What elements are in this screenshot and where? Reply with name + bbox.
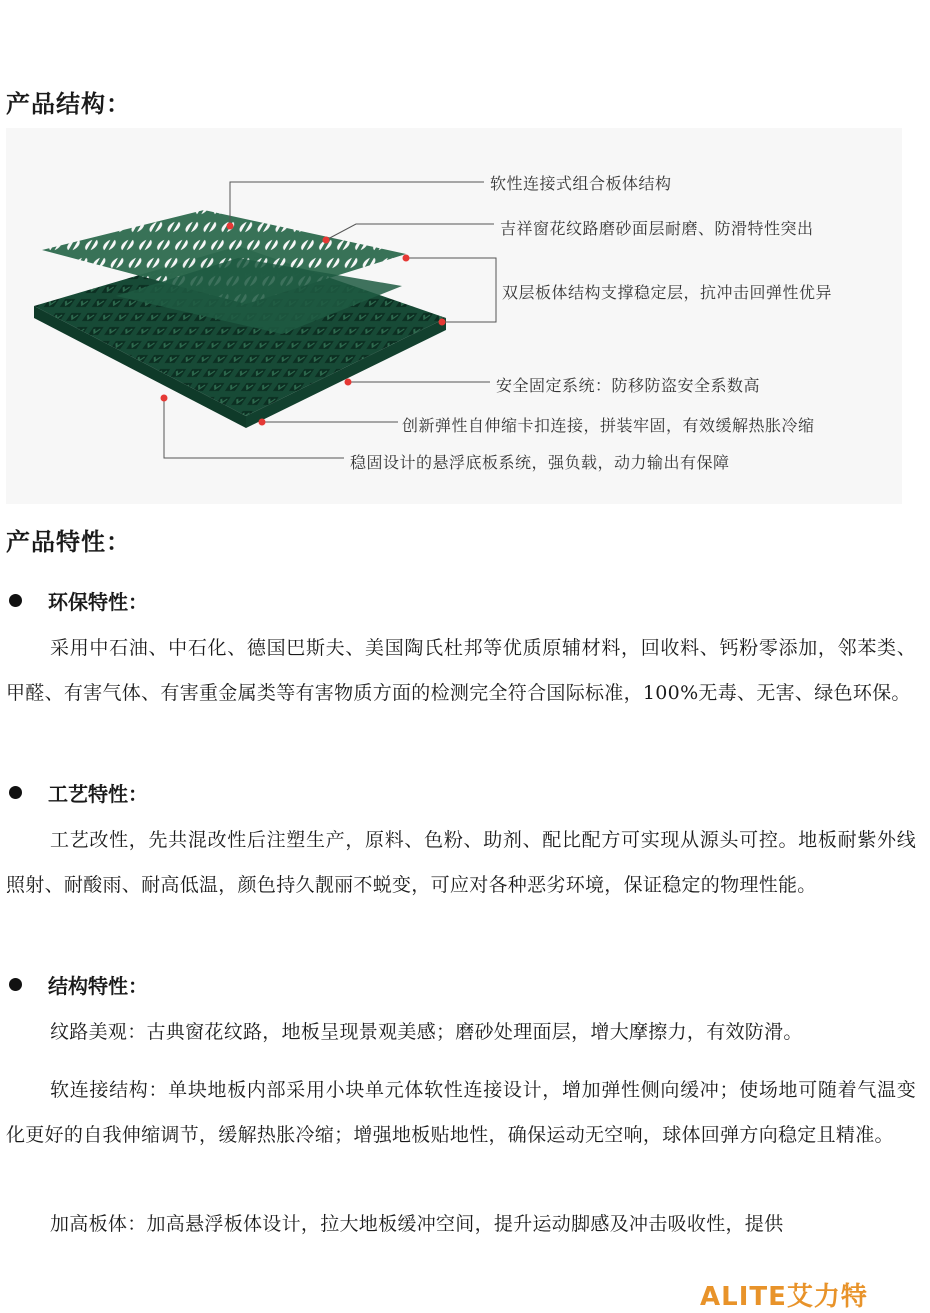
eco-feature-text: 采用中石油、中石化、德国巴斯夫、美国陶氏杜邦等优质原辅材料，回收料、钙粉零添加，邻苯类、甲醛、有害气体、有害重金属类等有害物质方面的检测完全符合国际标准，100%无毒、无害、绿色环保。 [6,637,916,704]
product-structure-diagram [6,128,902,504]
callout-soft-connection: 软性连接式组合板体结构 [490,174,672,193]
craft-feature-heading [6,778,148,807]
structure-section-title: 产品结构： [6,90,131,118]
callout-safety-fixing: 安全固定系统：防移防盗安全系数高 [496,376,761,395]
callout-elastic-clip: 创新弹性自伸缩卡扣连接，拼装牢固，有效缓解热胀冷缩 [402,416,815,435]
callout-floating-base: 稳固设计的悬浮底板系统，强负载，动力输出有保障 [350,453,730,472]
callout-double-layer: 双层板体结构支撑稳定层，抗冲击回弹性优异 [502,283,833,302]
callout-frosted-surface: 吉祥窗花纹路磨砂面层耐磨、防滑特性突出 [500,219,814,238]
bullet-icon [9,978,22,991]
struct-texture-text: 纹路美观：古典窗花纹路，地板呈现景观美感；磨砂处理面层，增大摩擦力，有效防滑。 [50,1021,803,1043]
struct-soft-connection-text: 软连接结构：单块地板内部采用小块单元体软性连接设计，增加弹性侧向缓冲；使场地可随着气温变化更好的自我伸缩调节，缓解热胀冷缩；增强地板贴地性，确保运动无空响，球体回弹方向稳定且精准。 [6,1079,916,1146]
features-section-title: 产品特性： [6,528,131,556]
floor-tile-illustration [6,128,902,504]
bullet-icon [9,594,22,607]
struct-feature-heading [6,970,148,999]
eco-heading-text: 环保特性： [48,590,148,614]
craft-feature-text: 工艺改性，先共混改性后注塑生产，原料、色粉、助剂、配比配方可实现从源头可控。地板耐紫外线照射、耐酸雨、耐高低温，颜色持久靓丽不蜕变，可应对各种恶劣环境，保证稳定的物理性能。 [6,829,916,896]
bullet-icon [9,786,22,799]
struct-heading-text: 结构特性： [48,974,148,998]
craft-heading-text: 工艺特性： [48,782,148,806]
eco-feature-heading [6,586,148,615]
brand-logo: ALITE艾力特 [700,1282,868,1312]
struct-raised-panel-text: 加高板体：加高悬浮板体设计，拉大地板缓冲空间，提升运动脚感及冲击吸收性，提供 [50,1213,784,1235]
